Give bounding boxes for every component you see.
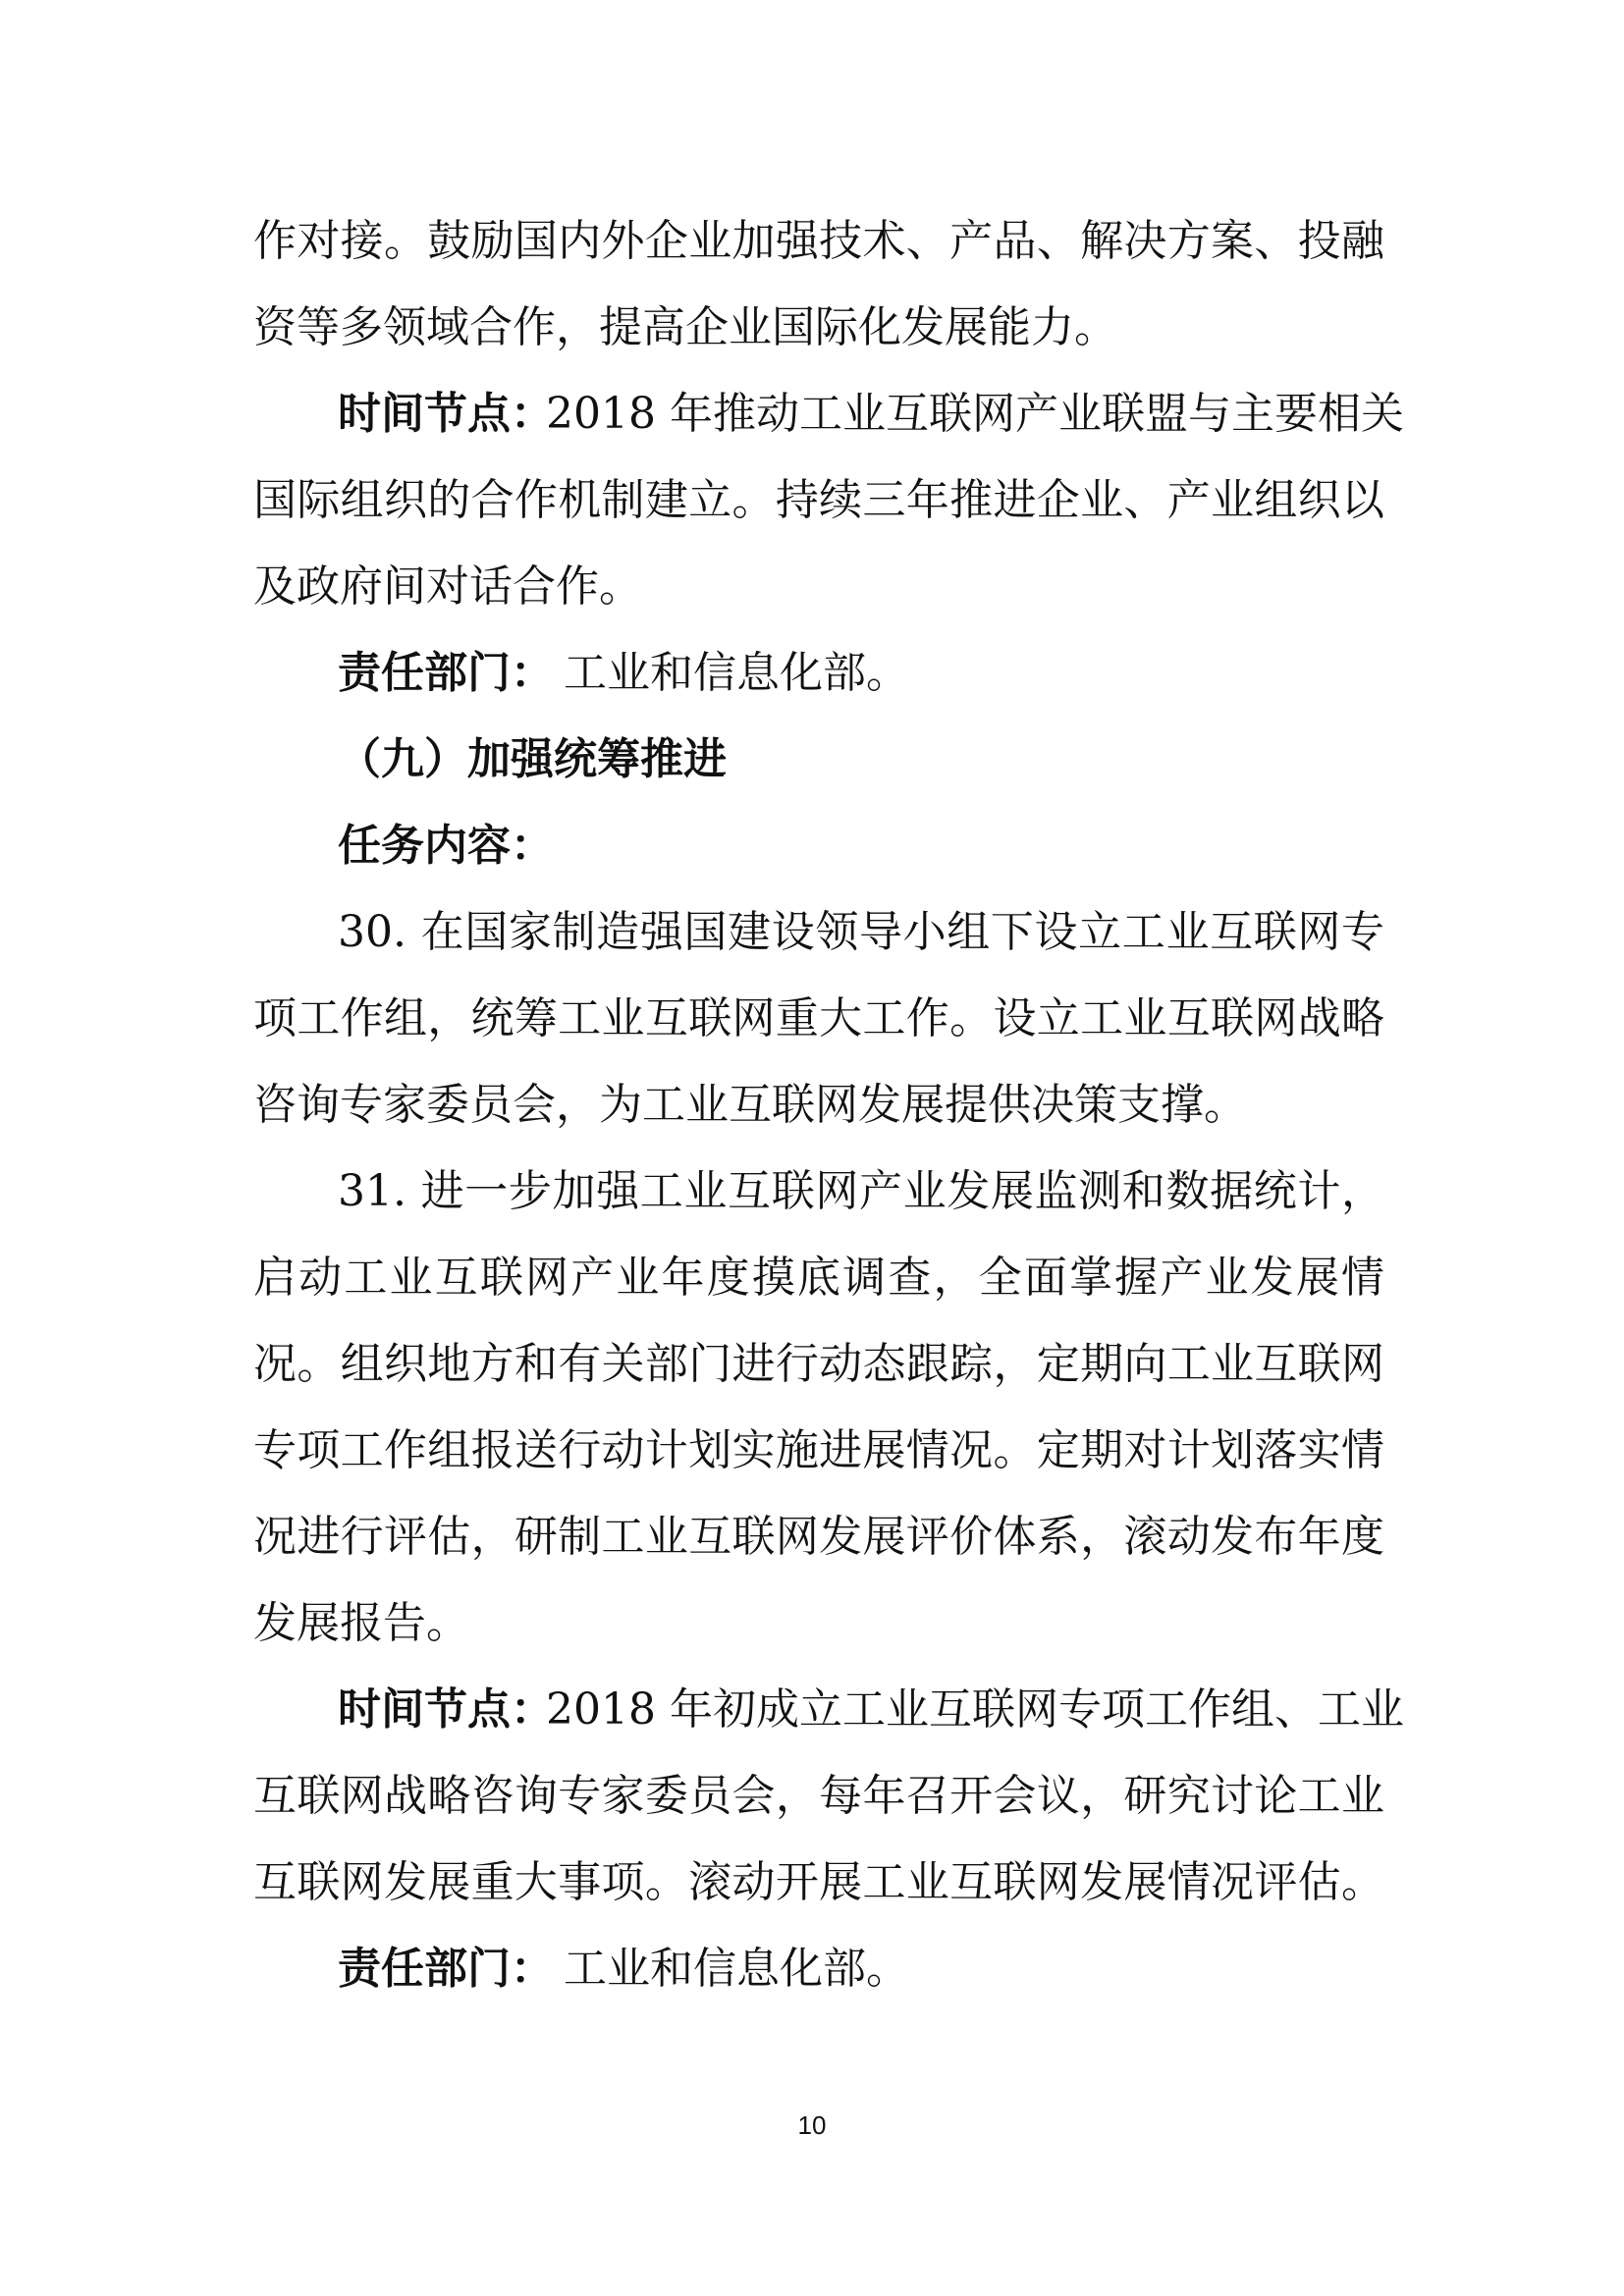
department-line [0,644,1624,703]
paragraph-line: 咨询专家委员会，为工业互联网发展提供决策支撑。 [253,1080,1247,1130]
department-line [0,1940,1624,1999]
paragraph-line: 30. 在国家制造强国建设领导小组下设立工业互联网专 [338,907,1384,957]
paragraph-line: 发展报告。 [253,1598,469,1648]
department-value: 工业和信息化部。 [564,648,909,698]
department-label: 责任部门： [338,1944,554,1994]
paragraph-line: 国际组织的合作机制建立。持续三年推进企业、产业组织以 [253,475,1384,525]
page-number: 10 [797,2110,827,2140]
paragraph-line: 专项工作组报送行动计划实施进展情况。定期对计划落实情 [253,1425,1384,1475]
paragraph-line: 31. 进一步加强工业互联网产业发展监测和数据统计， [338,1166,1384,1216]
department-value: 工业和信息化部。 [564,1944,909,1994]
timing-label: 时间节点： [338,389,554,439]
timing-line [0,385,1624,444]
paragraph-line: 互联网发展重大事项。滚动开展工业互联网发展情况评估。 [253,1857,1384,1907]
paragraph-line: 况进行评估，研制工业互联网发展评价体系，滚动发布年度 [253,1512,1384,1562]
timing-text: 2018 年推动工业互联网产业联盟与主要相关 [546,389,1404,439]
section-heading: （九）加强统筹推进 [338,734,727,784]
tasks-label: 任务内容： [338,821,554,871]
paragraph-line: 互联网战略咨询专家委员会，每年召开会议，研究讨论工业 [253,1771,1384,1821]
paragraph-line: 作对接。鼓励国内外企业加强技术、产品、解决方案、投融 [253,216,1384,266]
paragraph-line: 况。组织地方和有关部门进行动态跟踪，定期向工业互联网 [253,1339,1384,1389]
paragraph-line: 及政府间对话合作。 [253,561,642,612]
department-label: 责任部门： [338,648,554,698]
paragraph-line: 项工作组，统筹工业互联网重大工作。设立工业互联网战略 [253,993,1384,1043]
timing-text: 2018 年初成立工业互联网专项工作组、工业 [546,1684,1404,1735]
paragraph-line: 启动工业互联网产业年度摸底调查，全面掌握产业发展情 [253,1253,1384,1303]
timing-label: 时间节点： [338,1684,554,1735]
paragraph-line: 资等多领域合作，提高企业国际化发展能力。 [253,302,1117,352]
timing-line [0,1681,1624,1739]
